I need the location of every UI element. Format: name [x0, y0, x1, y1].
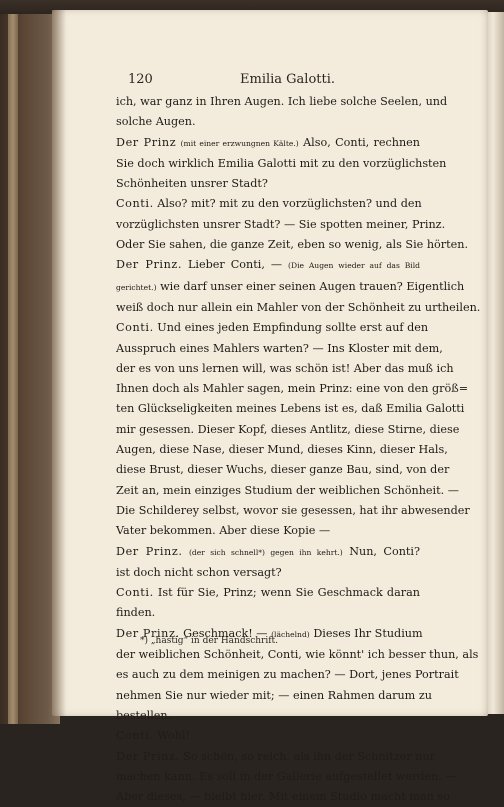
- text-line: [116, 112, 420, 132]
- line-text: es auch zu dem meinigen zu machen? — Dort, jenes Portrait: [116, 668, 459, 682]
- speaker-name: Conti.: [116, 729, 154, 743]
- speaker-name: Der Prinz.: [116, 258, 183, 272]
- line-text: Schönheiten unsrer Stadt?: [116, 177, 268, 191]
- line-text: Geschmack! —: [179, 626, 272, 640]
- text-line: [116, 645, 479, 665]
- text-line: [116, 460, 450, 480]
- page-body-text: [116, 92, 481, 807]
- speaker-name: Der Prinz.: [116, 544, 183, 558]
- text-line: [116, 359, 454, 379]
- line-text: Also, Conti, rechnen: [298, 135, 420, 149]
- line-text: solche Augen.: [116, 115, 196, 129]
- line-text: Vater bekommen. Aber diese Kopie —: [116, 524, 331, 538]
- page-number: 120: [128, 72, 153, 87]
- text-line: [116, 92, 448, 112]
- line-text: Augen, diese Nase, dieser Mund, dieses Kinn, dieser Hals,: [116, 443, 448, 457]
- text-line: [116, 706, 420, 726]
- line-text: bestellen.: [116, 708, 172, 722]
- text-line: [116, 399, 465, 419]
- speaker-name: Conti.: [116, 586, 154, 600]
- text-line: [116, 563, 420, 583]
- line-text: vorzüglichsten unsrer Stadt? — Sie spotten meiner, Prinz.: [116, 217, 446, 231]
- text-line: [116, 665, 459, 685]
- text-line: [116, 379, 469, 399]
- stage-direction: (lächelnd): [271, 629, 310, 639]
- footnote: *) „hastig“ in der Handschrift.: [140, 636, 279, 646]
- text-line: [116, 481, 459, 501]
- line-text: diese Brust, dieser Wuchs, dieser ganze Bau, sind, von der: [116, 463, 450, 477]
- line-text: Also? mit? mit zu den vorzüglichsten? und den: [153, 197, 422, 211]
- text-line: [116, 194, 420, 214]
- line-text: Ausspruch eines Mahlers warten? — Ins Kloster mit dem,: [116, 341, 443, 355]
- line-text: finden.: [116, 606, 156, 620]
- line-text: Ihnen doch als Mahler sagen, mein Prinz: eine von den größ=: [116, 382, 469, 396]
- text-line: [116, 767, 457, 787]
- line-text: der es von uns lernen will, was schön ist! Aber das muß ich: [116, 361, 454, 375]
- speaker-name: Der Prinz: [116, 135, 177, 149]
- line-text: Und eines jeden Empfindung sollte erst auf den: [153, 321, 429, 335]
- line-text: der weiblichen Schönheit, Conti, wie könnt' ich besser thun, als: [116, 648, 479, 662]
- running-title: Emilia Galotti.: [240, 72, 336, 87]
- text-line: [116, 235, 469, 255]
- line-text: Ist für Sie, Prinz; wenn Sie Geschmack daran: [153, 586, 420, 600]
- text-line: [116, 339, 443, 359]
- speaker-name: Conti.: [116, 321, 154, 335]
- text-line: [116, 133, 420, 154]
- text-line: [116, 154, 447, 174]
- line-text: ist doch nicht schon versagt?: [116, 565, 282, 579]
- line-text: wie darf unser einer seinen Augen trauen? Eigentlich: [156, 279, 465, 293]
- page-stack-edge: [486, 12, 504, 714]
- stage-direction: gerichtet.): [116, 282, 157, 292]
- speaker-name: Der Prinz.: [116, 626, 180, 640]
- line-text: Sie doch wirklich Emilia Galotti mit zu den vorzüglichsten: [116, 156, 447, 170]
- text-line: [116, 277, 465, 298]
- page-header: [128, 72, 420, 92]
- line-text: mir gesessen. Dieser Kopf, dieses Antlitz, diese Stirne, diese: [116, 422, 460, 436]
- text-line: [116, 174, 420, 194]
- text-line: [116, 726, 420, 746]
- text-line: [116, 501, 470, 521]
- text-line: [116, 318, 429, 338]
- line-text: ich, war ganz in Ihren Augen. Ich liebe solche Seelen, und: [116, 95, 448, 108]
- speaker-name: Conti.: [116, 197, 154, 211]
- text-line: [116, 521, 420, 541]
- cover-edge: [8, 0, 18, 724]
- text-line: [116, 298, 481, 318]
- text-line: [116, 255, 420, 276]
- page-gutter: [52, 10, 66, 716]
- text-line: [116, 542, 420, 563]
- line-text: Dieses Ihr Studium: [309, 626, 423, 640]
- line-text: Oder Sie sahen, die ganze Zeit, eben so wenig, als Sie hörten.: [116, 238, 469, 252]
- line-text: nehmen Sie nur wieder mit; — einen Rahmen darum zu: [116, 688, 432, 702]
- line-text: So schön, so reich, als ihn der Schnitzer nur: [179, 749, 435, 763]
- text-line: [116, 686, 432, 706]
- text-line: [116, 603, 420, 623]
- line-text: Lieber Conti, —: [182, 258, 289, 272]
- line-text: machen kann. Es soll in der Gallerie aufgestellet werden. —: [116, 769, 457, 783]
- stage-direction: (der sich schnell*) gegen ihn kehrt.): [188, 547, 343, 557]
- line-text: ten Glückseligkeiten meines Lebens ist es, daß Emilia Galotti: [116, 402, 465, 416]
- stage-direction: (mit einer erzwungnen Kälte.): [180, 138, 299, 148]
- line-text: weiß doch nur allein ein Mahler von der Schönheit zu urtheilen.: [116, 300, 481, 314]
- text-line: [116, 215, 446, 235]
- stage-direction: (Die Augen wieder auf das Bild: [288, 261, 420, 271]
- text-line: [116, 787, 450, 807]
- text-line: [116, 440, 448, 460]
- line-text: Die Schilderey selbst, wovor sie gesessen, hat ihr abwesender: [116, 503, 470, 517]
- line-text: Nun, Conti?: [342, 544, 420, 558]
- speaker-name: Der Prinz.: [116, 749, 180, 763]
- line-text: Zeit an, mein einziges Studium der weiblichen Schönheit. —: [116, 483, 459, 497]
- text-line: [116, 420, 460, 440]
- line-text: Aber dieses, — bleibt hier. Mit einem Studio macht man so: [116, 790, 450, 804]
- line-text: Wohl!: [153, 729, 191, 743]
- text-line: [116, 747, 435, 767]
- text-line: [116, 583, 420, 603]
